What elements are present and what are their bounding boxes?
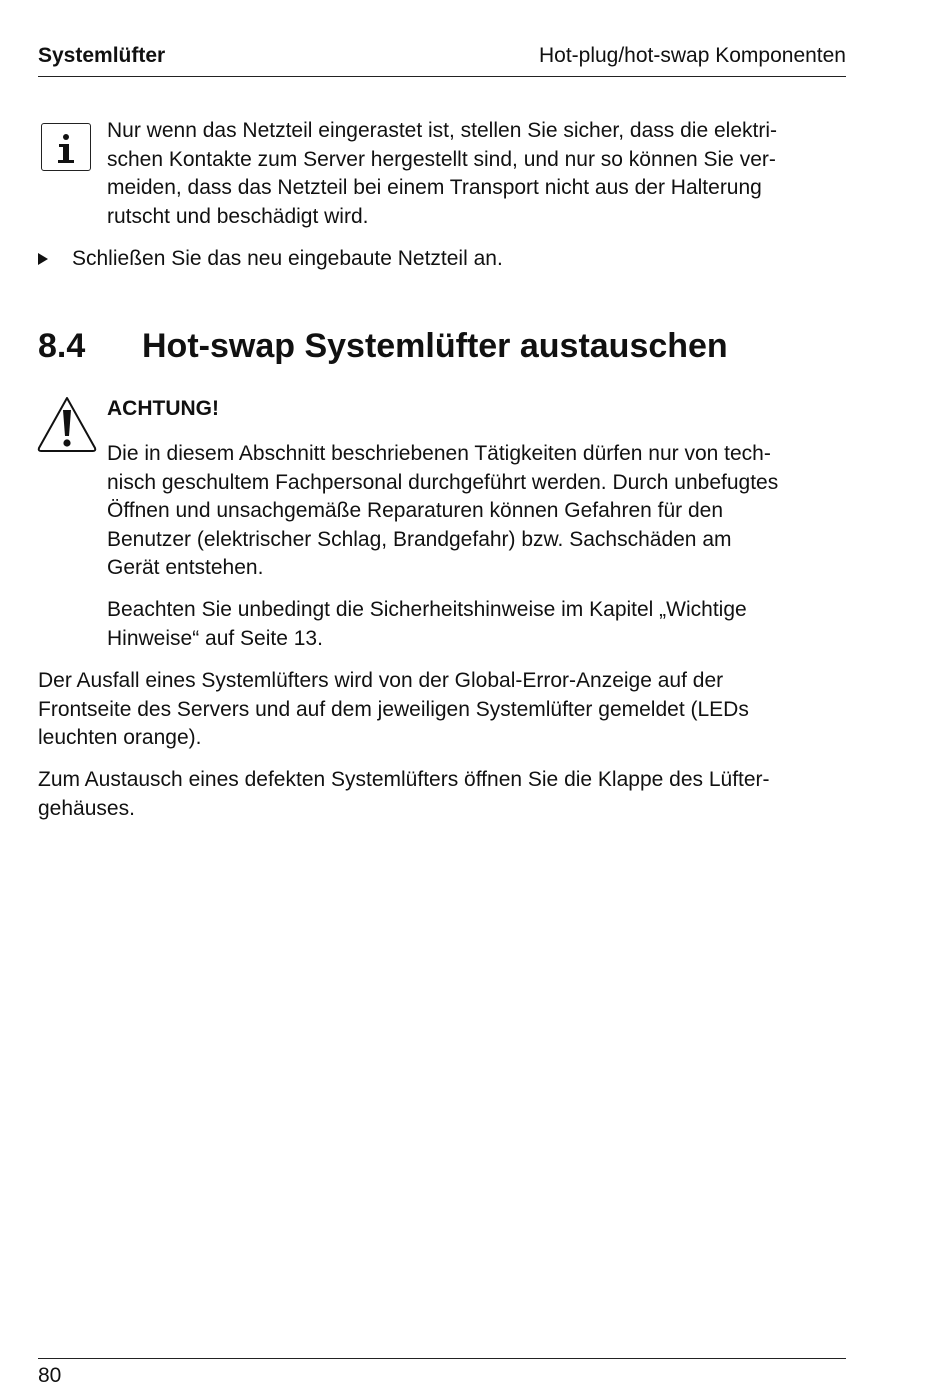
info-note-line: schen Kontakte zum Server hergestellt sind, und nur so können Sie ver- bbox=[107, 147, 776, 171]
info-note-line: rutscht und beschädigt wird. bbox=[107, 204, 369, 228]
page-number: 80 bbox=[38, 1364, 62, 1387]
body-line: leuchten orange). bbox=[38, 726, 202, 749]
warning-line: Die in diesem Abschnitt beschriebenen Tätigkeiten dürfen nur von tech- bbox=[107, 442, 771, 465]
warning-line: nisch geschultem Fachpersonal durchgeführt werden. Durch unbefugtes bbox=[107, 470, 779, 494]
warning-reference-line: Beachten Sie unbedingt die Sicherheitshinweise im Kapitel „Wichtige bbox=[107, 598, 747, 621]
header-section-title: Systemlüfter bbox=[38, 44, 166, 67]
warning-line: Gerät entstehen. bbox=[107, 556, 264, 579]
warning-heading: ACHTUNG! bbox=[107, 397, 219, 420]
body-line: Frontseite des Servers und auf dem jeweiligen Systemlüfter gemeldet (LEDs bbox=[38, 697, 749, 721]
running-header bbox=[38, 42, 846, 77]
body-line: Zum Austausch eines defekten Systemlüfters öffnen Sie die Klappe des Lüfter- bbox=[38, 768, 770, 791]
body-paragraph bbox=[38, 667, 749, 753]
footer-rule bbox=[38, 1358, 846, 1359]
body-line: Der Ausfall eines Systemlüfters wird von der Global-Error-Anzeige auf der bbox=[38, 669, 724, 692]
body-paragraph bbox=[38, 766, 770, 823]
step-instruction: Schließen Sie das neu eingebaute Netzteil an. bbox=[72, 247, 503, 270]
triangle-bullet-icon bbox=[38, 253, 48, 265]
body-line: gehäuses. bbox=[38, 796, 135, 820]
warning-reference-line: Hinweise“ auf Seite 13. bbox=[107, 626, 323, 650]
section-title: Hot-swap Systemlüfter austauschen bbox=[142, 327, 728, 365]
warning-line: Öffnen und unsachgemäße Reparaturen können Gefahren für den bbox=[107, 499, 724, 522]
info-note-line: meiden, dass das Netzteil bei einem Transport nicht aus der Halterung bbox=[107, 176, 762, 199]
info-note bbox=[107, 117, 777, 231]
info-icon bbox=[41, 123, 91, 171]
warning-line: Benutzer (elektrischer Schlag, Brandgefahr) bzw. Sachschäden am bbox=[107, 527, 732, 551]
info-note-line: Nur wenn das Netzteil eingerastet ist, stellen Sie sicher, dass die elektri- bbox=[107, 119, 777, 142]
header-chapter-title: Hot-plug/hot-swap Komponenten bbox=[538, 44, 846, 67]
warning-paragraph bbox=[107, 440, 778, 583]
warning-icon bbox=[36, 394, 98, 456]
warning-reference bbox=[107, 596, 747, 653]
section-number: 8.4 bbox=[38, 327, 86, 365]
